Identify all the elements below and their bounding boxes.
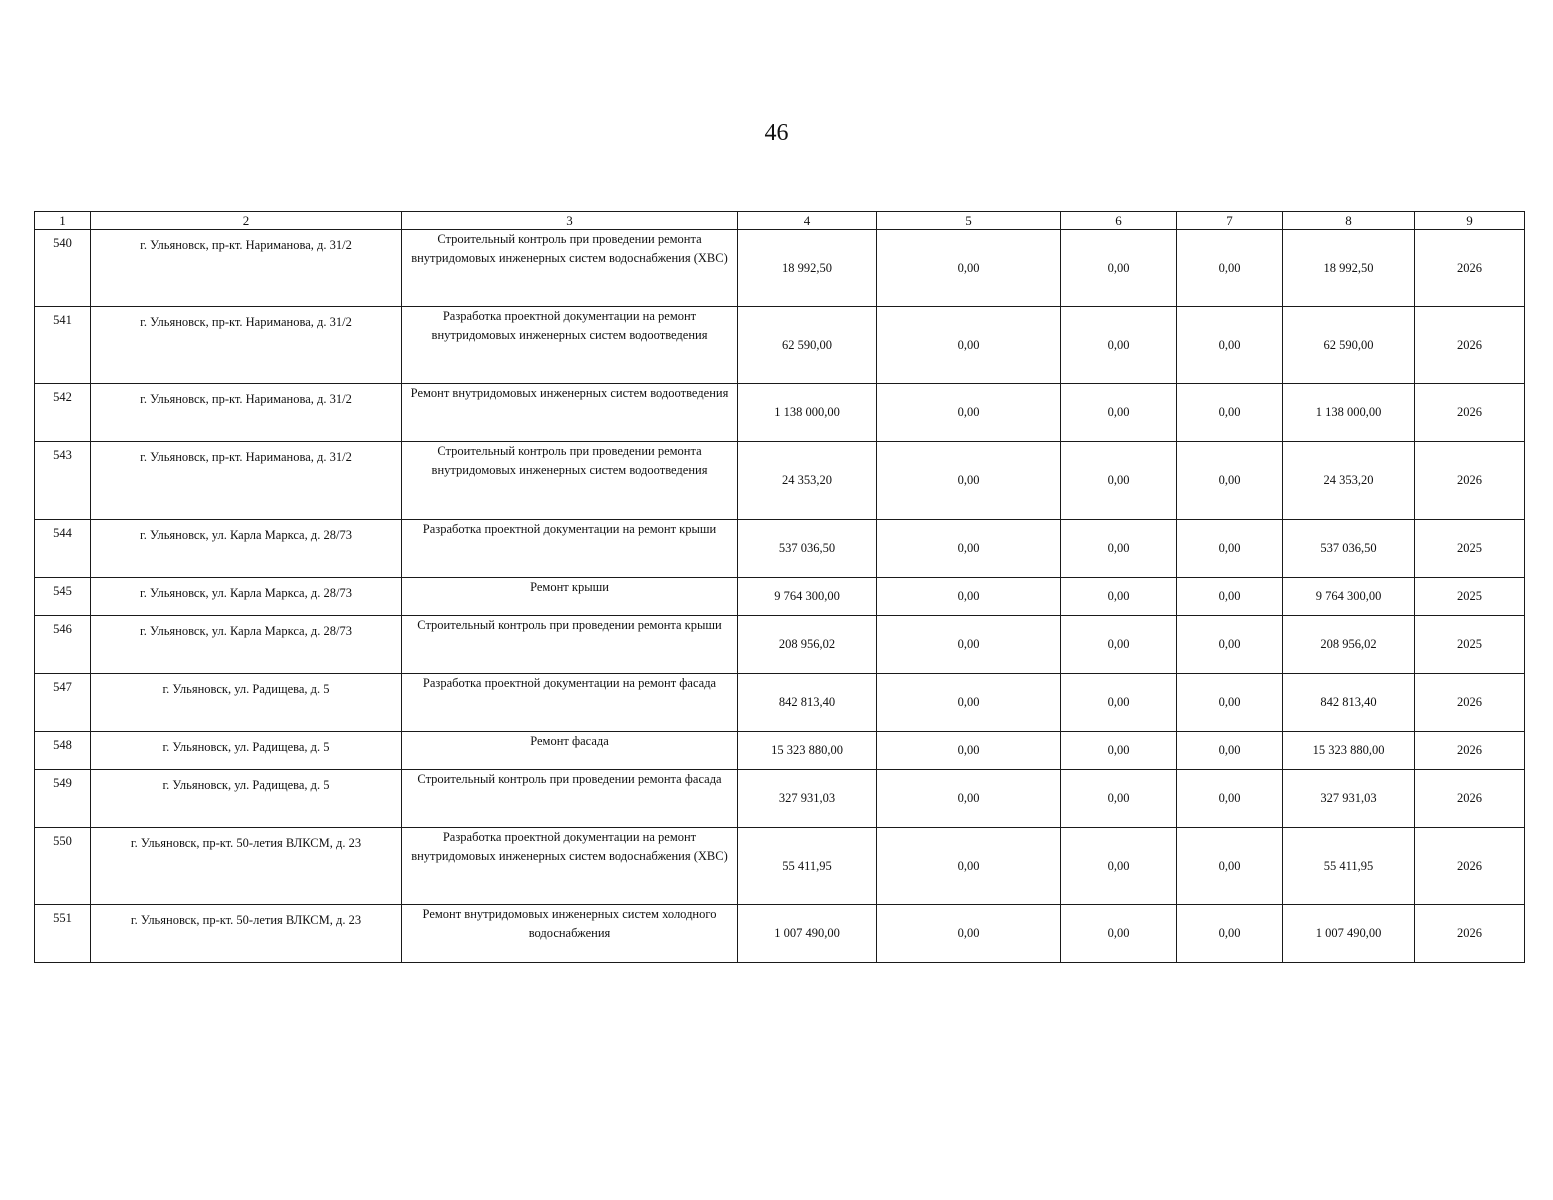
address-cell: г. Ульяновск, ул. Карла Маркса, д. 28/73: [91, 616, 402, 674]
year-cell: 2026: [1415, 230, 1525, 307]
work-cell: Строительный контроль при проведении ремонта внутридомовых инженерных систем водоснабжения (ХВС): [402, 230, 738, 307]
value-cell: 208 956,02: [1283, 616, 1415, 674]
column-header: 3: [402, 212, 738, 230]
value-cell: 208 956,02: [738, 616, 877, 674]
works-table: [34, 211, 1525, 963]
year-cell: 2026: [1415, 674, 1525, 732]
address-cell: г. Ульяновск, пр-кт. Нариманова, д. 31/2: [91, 307, 402, 384]
value-cell: 0,00: [1061, 770, 1177, 828]
value-cell: 0,00: [1177, 770, 1283, 828]
work-cell: Разработка проектной документации на ремонт внутридомовых инженерных систем водоснабжения (ХВС): [402, 828, 738, 905]
address-cell: г. Ульяновск, ул. Радищева, д. 5: [91, 674, 402, 732]
value-cell: 0,00: [1061, 905, 1177, 963]
year-cell: 2025: [1415, 616, 1525, 674]
row-number: 551: [35, 905, 91, 963]
table-row: [35, 616, 1525, 674]
address-cell: г. Ульяновск, ул. Карла Маркса, д. 28/73: [91, 578, 402, 616]
value-cell: 0,00: [1177, 442, 1283, 520]
row-number: 545: [35, 578, 91, 616]
value-cell: 537 036,50: [1283, 520, 1415, 578]
year-cell: 2026: [1415, 770, 1525, 828]
value-cell: 0,00: [1177, 578, 1283, 616]
value-cell: 0,00: [877, 616, 1061, 674]
value-cell: 0,00: [877, 674, 1061, 732]
value-cell: 15 323 880,00: [738, 732, 877, 770]
value-cell: 0,00: [1177, 520, 1283, 578]
column-header: 6: [1061, 212, 1177, 230]
value-cell: 0,00: [877, 578, 1061, 616]
value-cell: 0,00: [1061, 520, 1177, 578]
row-number: 548: [35, 732, 91, 770]
value-cell: 0,00: [1061, 732, 1177, 770]
value-cell: 0,00: [1061, 674, 1177, 732]
row-number: 541: [35, 307, 91, 384]
column-header: 4: [738, 212, 877, 230]
table-row: [35, 674, 1525, 732]
column-header: 2: [91, 212, 402, 230]
address-cell: г. Ульяновск, ул. Карла Маркса, д. 28/73: [91, 520, 402, 578]
work-cell: Разработка проектной документации на ремонт фасада: [402, 674, 738, 732]
value-cell: 0,00: [1061, 578, 1177, 616]
page-number: 46: [764, 120, 789, 146]
value-cell: 55 411,95: [738, 828, 877, 905]
value-cell: 0,00: [1061, 230, 1177, 307]
table-row: [35, 384, 1525, 442]
value-cell: 0,00: [1061, 828, 1177, 905]
value-cell: 62 590,00: [1283, 307, 1415, 384]
value-cell: 0,00: [877, 520, 1061, 578]
value-cell: 0,00: [877, 442, 1061, 520]
value-cell: 0,00: [1061, 384, 1177, 442]
value-cell: 0,00: [877, 230, 1061, 307]
table-row: [35, 828, 1525, 905]
value-cell: 62 590,00: [738, 307, 877, 384]
value-cell: 0,00: [877, 384, 1061, 442]
year-cell: 2026: [1415, 442, 1525, 520]
table-row: [35, 770, 1525, 828]
value-cell: 0,00: [1177, 828, 1283, 905]
work-cell: Разработка проектной документации на ремонт крыши: [402, 520, 738, 578]
table-row: [35, 230, 1525, 307]
value-cell: 0,00: [1177, 230, 1283, 307]
table-row: [35, 578, 1525, 616]
value-cell: 9 764 300,00: [1283, 578, 1415, 616]
table-row: [35, 905, 1525, 963]
row-number: 540: [35, 230, 91, 307]
year-cell: 2026: [1415, 732, 1525, 770]
value-cell: 0,00: [1061, 616, 1177, 674]
work-cell: Ремонт внутридомовых инженерных систем водоотведения: [402, 384, 738, 442]
row-number: 550: [35, 828, 91, 905]
value-cell: 842 813,40: [1283, 674, 1415, 732]
table-row: [35, 732, 1525, 770]
value-cell: 0,00: [1177, 616, 1283, 674]
address-cell: г. Ульяновск, ул. Радищева, д. 5: [91, 732, 402, 770]
work-cell: Ремонт внутридомовых инженерных систем холодного водоснабжения: [402, 905, 738, 963]
row-number: 544: [35, 520, 91, 578]
address-cell: г. Ульяновск, пр-кт. 50-летия ВЛКСМ, д. 23: [91, 905, 402, 963]
value-cell: 0,00: [1177, 384, 1283, 442]
value-cell: 24 353,20: [1283, 442, 1415, 520]
year-cell: 2025: [1415, 578, 1525, 616]
address-cell: г. Ульяновск, ул. Радищева, д. 5: [91, 770, 402, 828]
value-cell: 18 992,50: [1283, 230, 1415, 307]
row-number: 549: [35, 770, 91, 828]
column-header: 7: [1177, 212, 1283, 230]
value-cell: 0,00: [877, 770, 1061, 828]
value-cell: 1 138 000,00: [738, 384, 877, 442]
value-cell: 327 931,03: [738, 770, 877, 828]
value-cell: 24 353,20: [738, 442, 877, 520]
column-header: 5: [877, 212, 1061, 230]
value-cell: 0,00: [877, 905, 1061, 963]
value-cell: 0,00: [877, 732, 1061, 770]
table-row: [35, 307, 1525, 384]
column-header: 1: [35, 212, 91, 230]
row-number: 542: [35, 384, 91, 442]
work-cell: Ремонт крыши: [402, 578, 738, 616]
value-cell: 0,00: [1177, 905, 1283, 963]
year-cell: 2025: [1415, 520, 1525, 578]
value-cell: 0,00: [1177, 674, 1283, 732]
address-cell: г. Ульяновск, пр-кт. 50-летия ВЛКСМ, д. 23: [91, 828, 402, 905]
table-row: [35, 520, 1525, 578]
year-cell: 2026: [1415, 307, 1525, 384]
value-cell: 327 931,03: [1283, 770, 1415, 828]
address-cell: г. Ульяновск, пр-кт. Нариманова, д. 31/2: [91, 442, 402, 520]
value-cell: 0,00: [877, 828, 1061, 905]
value-cell: 1 007 490,00: [738, 905, 877, 963]
value-cell: 1 138 000,00: [1283, 384, 1415, 442]
row-number: 543: [35, 442, 91, 520]
value-cell: 537 036,50: [738, 520, 877, 578]
value-cell: 0,00: [877, 307, 1061, 384]
row-number: 547: [35, 674, 91, 732]
value-cell: 18 992,50: [738, 230, 877, 307]
year-cell: 2026: [1415, 384, 1525, 442]
column-number-row: [35, 212, 1525, 230]
value-cell: 55 411,95: [1283, 828, 1415, 905]
address-cell: г. Ульяновск, пр-кт. Нариманова, д. 31/2: [91, 230, 402, 307]
value-cell: 0,00: [1177, 732, 1283, 770]
value-cell: 842 813,40: [738, 674, 877, 732]
year-cell: 2026: [1415, 828, 1525, 905]
value-cell: 15 323 880,00: [1283, 732, 1415, 770]
column-header: 8: [1283, 212, 1415, 230]
value-cell: 0,00: [1177, 307, 1283, 384]
work-cell: Разработка проектной документации на ремонт внутридомовых инженерных систем водоотведения: [402, 307, 738, 384]
value-cell: 0,00: [1061, 307, 1177, 384]
row-number: 546: [35, 616, 91, 674]
work-cell: Строительный контроль при проведении ремонта крыши: [402, 616, 738, 674]
column-header: 9: [1415, 212, 1525, 230]
table-row: [35, 442, 1525, 520]
work-cell: Ремонт фасада: [402, 732, 738, 770]
year-cell: 2026: [1415, 905, 1525, 963]
value-cell: 0,00: [1061, 442, 1177, 520]
address-cell: г. Ульяновск, пр-кт. Нариманова, д. 31/2: [91, 384, 402, 442]
work-cell: Строительный контроль при проведении ремонта внутридомовых инженерных систем водоотведения: [402, 442, 738, 520]
value-cell: 1 007 490,00: [1283, 905, 1415, 963]
value-cell: 9 764 300,00: [738, 578, 877, 616]
work-cell: Строительный контроль при проведении ремонта фасада: [402, 770, 738, 828]
